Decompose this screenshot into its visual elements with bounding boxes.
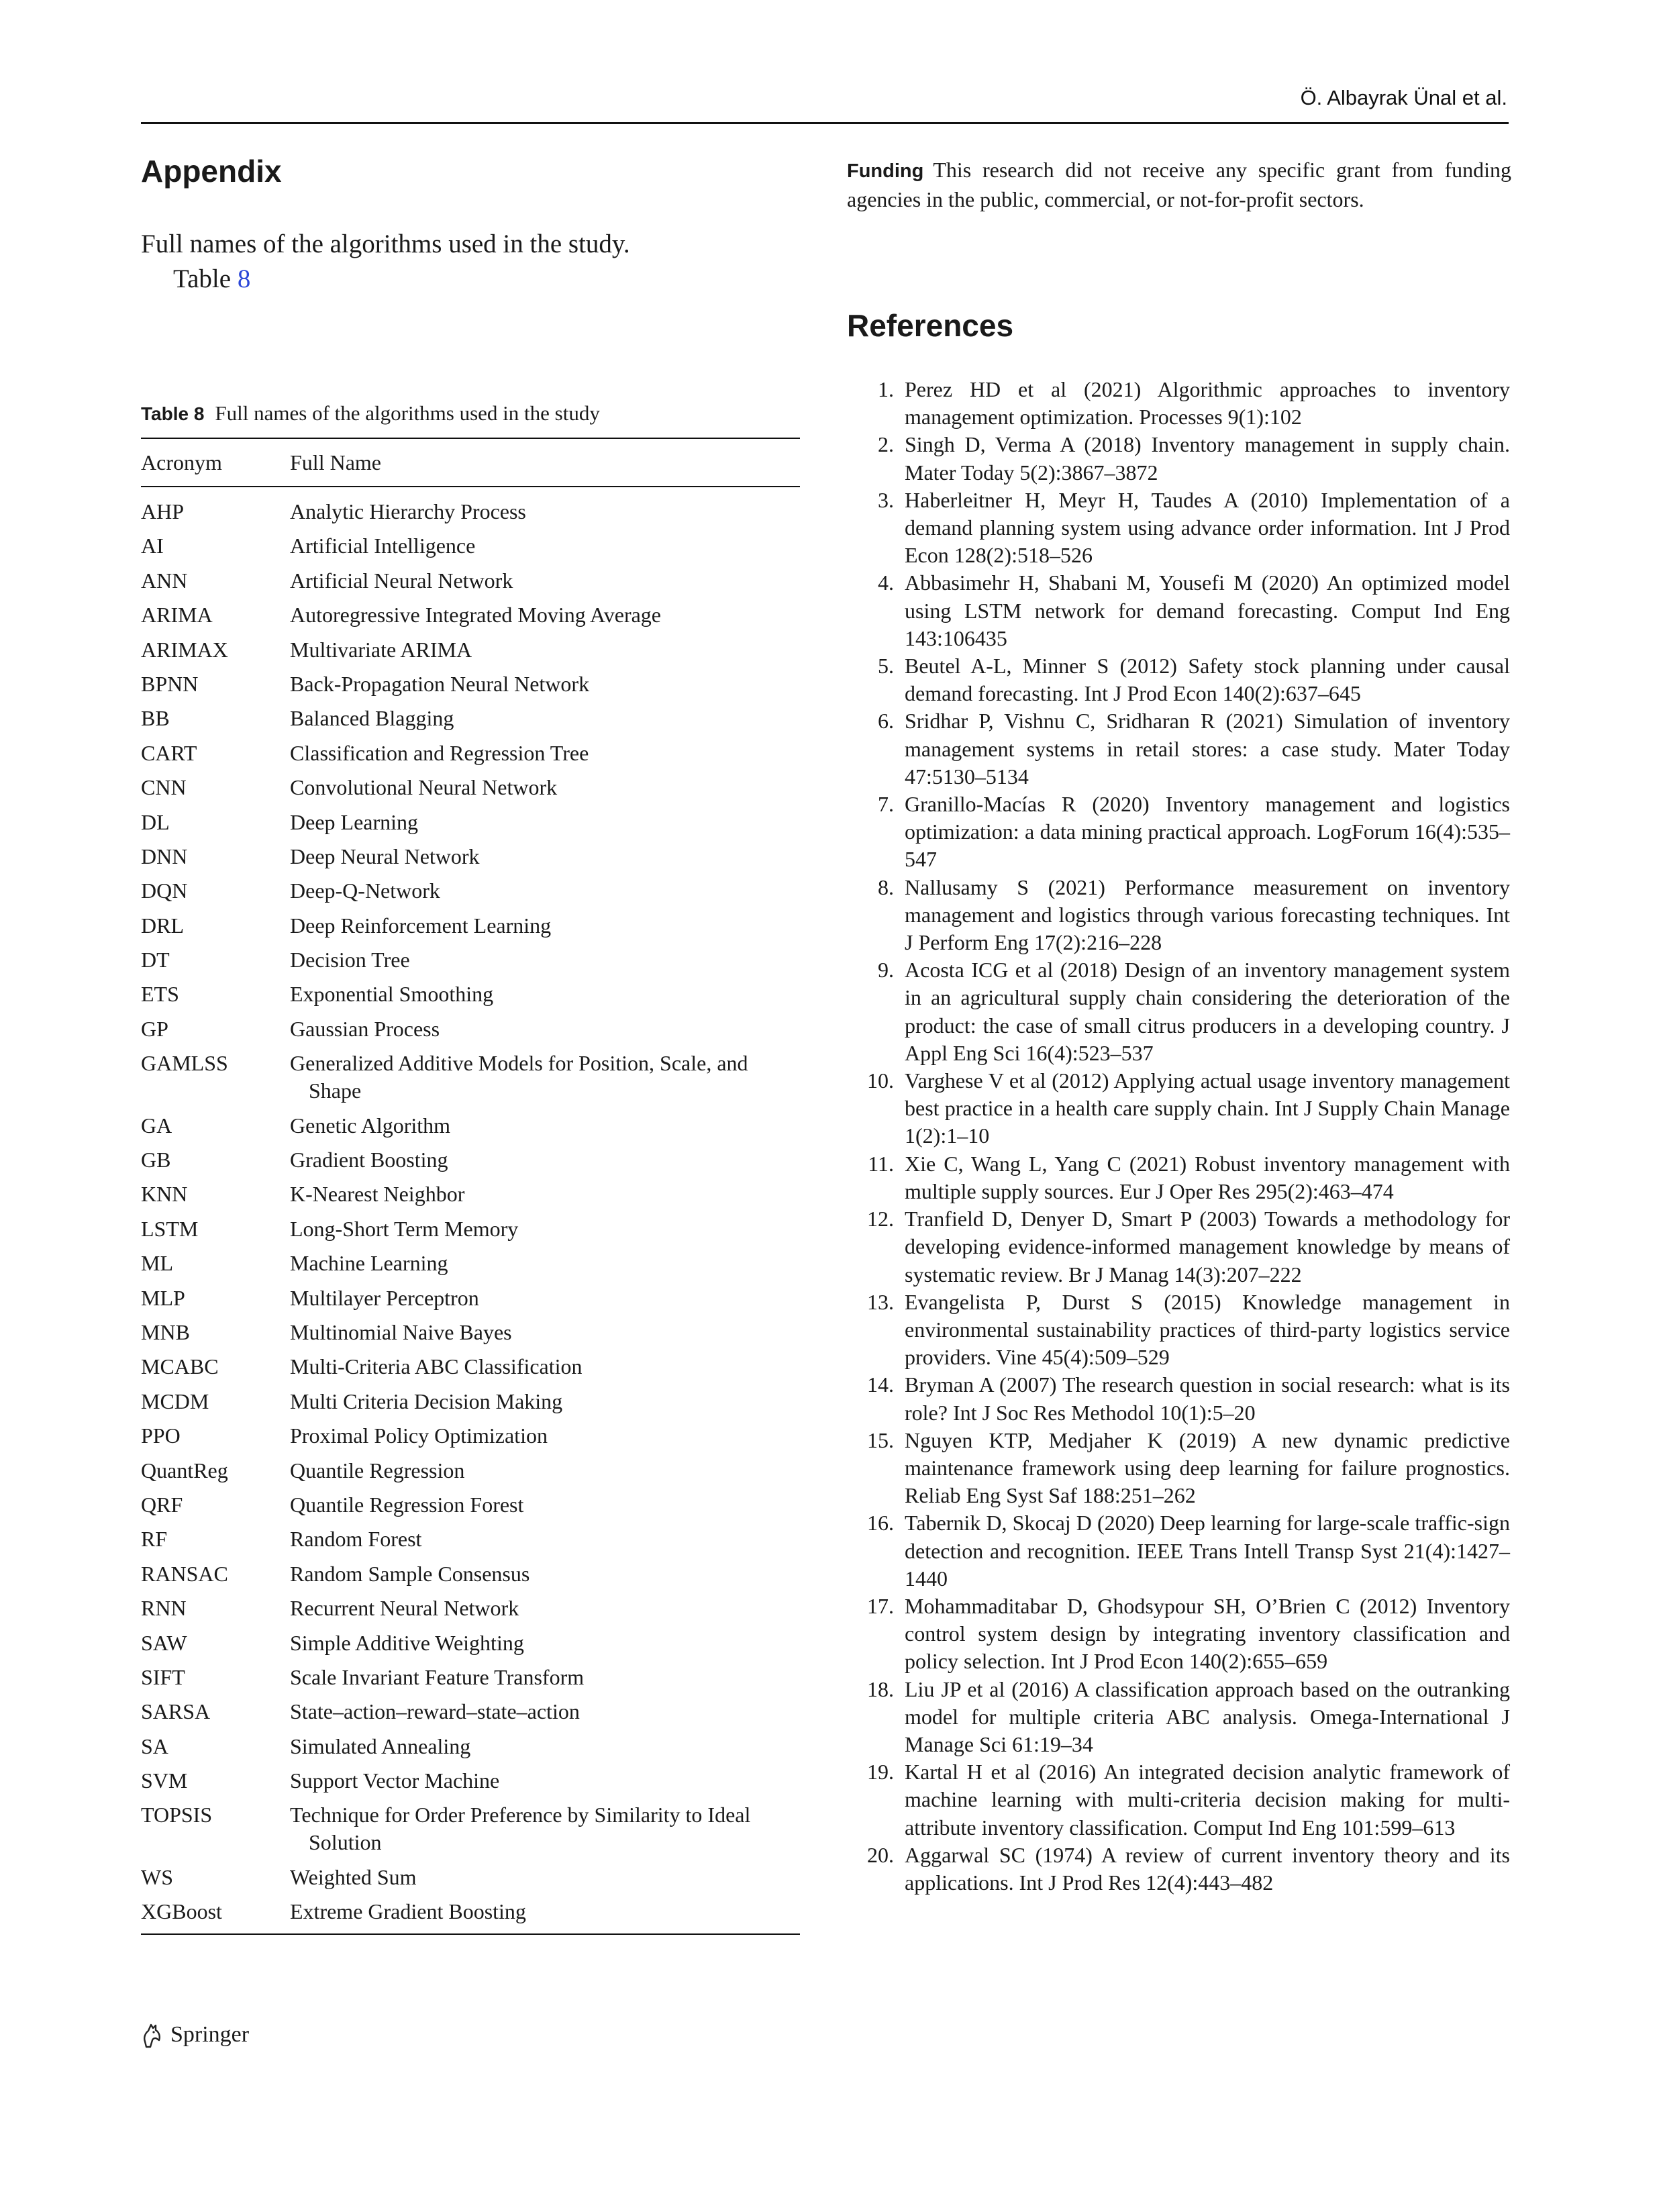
full-name-cell [290,1112,800,1146]
full-name-text: Proximal Policy Optimization [290,1423,548,1448]
publisher-footer [141,2021,249,2048]
table-row [141,1050,800,1111]
table-row [141,1250,800,1284]
table-row [141,1898,800,1934]
table-row [141,1864,800,1898]
reference-text: Sridhar P, Vishnu C, Sridharan R (2021) Simulation of inventory management systems in retail stores: a case study. Mater Today 47:5130–5134 [905,709,1510,789]
acronym-cell: SA [141,1733,168,1758]
table-row [141,774,800,808]
table-row [141,1801,800,1863]
reference-item [847,569,1510,652]
reference-item [847,956,1510,1067]
reference-number: 19. [867,1760,894,1784]
reference-number: 8. [878,874,894,899]
reference-number: 4. [878,570,894,595]
table-row [141,1319,800,1353]
full-name-cell [290,567,800,601]
acronym-cell: XGBoost [141,1898,290,1934]
acronym-cell: TOPSIS [141,1803,213,1827]
reference-number: 18. [867,1676,894,1701]
full-name-cell [290,487,800,532]
full-name-cell [290,670,800,705]
table-row [141,670,800,705]
funding-text: This research did not receive any specific grant from funding agencies in the public, commercial, or not-for-profit sectors. [847,158,1511,211]
full-name-text: Long-Short Term Memory [290,1216,519,1241]
reference-item [847,376,1510,431]
full-name-cell [290,1733,800,1767]
table-row [141,912,800,946]
full-name-cell [290,946,800,981]
full-name-text: Recurrent Neural Network [290,1596,519,1621]
acronym-cell: MCABC [141,1354,219,1379]
appendix-intro-text: Full names of the algorithms used in the study. [141,230,630,258]
full-name-text: Simple Additive Weighting [290,1630,524,1655]
acronym-cell: QuantReg [141,1458,228,1482]
table-row [141,1698,800,1732]
reference-number: 16. [867,1511,894,1536]
reference-item [847,1150,1510,1205]
full-name-text: Random Sample Consensus [290,1561,530,1586]
reference-text: Aggarwal SC (1974) A review of current inventory theory and its applications. Int J Prod Res 12(4):443–482 [905,1842,1510,1895]
full-name-cell [290,877,800,911]
reference-item [847,1067,1510,1150]
reference-item [847,874,1510,957]
table-row [141,1112,800,1146]
full-name-cell [290,1525,800,1560]
full-name-text: Extreme Gradient Boosting [290,1899,526,1924]
full-name-text: Deep Reinforcement Learning [290,913,552,938]
full-name-text: State–action–reward–state–action [290,1699,580,1724]
acronym-cell: ANN [141,568,188,593]
reference-text: Tranfield D, Denyer D, Smart P (2003) Towards a methodology for developing evidence-informed management knowledge by means of systematic review. Br J Manag 14(3):207–222 [905,1207,1510,1287]
column-header-full-name: Full Name [290,438,800,487]
reference-item [847,1289,1510,1372]
table-row [141,1388,800,1422]
full-name-cell [290,774,800,808]
full-name-text: Artificial Intelligence [290,534,476,558]
funding-statement [847,156,1511,213]
reference-item [847,1371,1510,1426]
table-row [141,981,800,1015]
full-name-cell [290,1767,800,1801]
funding-label: Funding [847,160,924,182]
reference-number: 10. [867,1068,894,1093]
column-header-acronym: Acronym [141,438,290,487]
acronym-cell: ML [141,1251,173,1276]
full-name-text: Exponential Smoothing [290,982,494,1007]
reference-item [847,487,1510,570]
full-name-text: Gradient Boosting [290,1148,448,1172]
table-row [141,532,800,566]
reference-number: 3. [878,487,894,512]
acronym-cell: AI [141,534,164,558]
reference-number: 6. [878,709,894,734]
full-name-cell [290,1698,800,1732]
full-name-text: Quantile Regression [290,1458,465,1482]
full-name-text: Autoregressive Integrated Moving Average [290,603,661,627]
table-row [141,877,800,911]
reference-number: 9. [878,958,894,983]
table-row [141,1664,800,1698]
acronym-cell: GP [141,1016,168,1041]
table-row [141,1180,800,1215]
acronym-cell: PPO [141,1423,181,1448]
reference-item [847,1758,1510,1842]
acronym-cell: ARIMAX [141,637,228,662]
full-name-cell [290,912,800,946]
acronym-cell: BB [141,706,170,731]
table-row [141,705,800,739]
reference-text: Xie C, Wang L, Yang C (2021) Robust inventory management with multiple supply sources. Eur J Oper Res 295(2):463–474 [905,1151,1510,1203]
full-name-cell [290,809,800,843]
full-name-text: Deep-Q-Network [290,878,440,903]
reference-number: 17. [867,1593,894,1618]
full-name-text: Support Vector Machine [290,1768,500,1793]
acronym-cell: SIFT [141,1664,185,1689]
table-row [141,1215,800,1250]
reference-item [847,1427,1510,1510]
reference-item [847,431,1510,486]
reference-number: 12. [867,1207,894,1231]
reference-text: Perez HD et al (2021) Algorithmic approaches to inventory management optimization. Processes 9(1):102 [905,377,1510,430]
full-name-cell [290,1015,800,1050]
table-row [141,1733,800,1767]
table-body [141,487,800,1934]
acronym-cell: DRL [141,913,184,938]
full-name-text: Gaussian Process [290,1016,440,1041]
table-row [141,740,800,774]
acronym-cell: MCDM [141,1389,209,1413]
full-name-cell [290,636,800,670]
reference-text: Mohammaditabar D, Ghodsypour SH, O’Brien C (2012) Inventory control system design by integrating inventory classification and policy selection. Int J Prod Econ 140(2):655–659 [905,1593,1510,1674]
header-rule [141,122,1509,124]
table-row [141,843,800,877]
reference-item [847,791,1510,874]
table-row [141,1457,800,1491]
acronym-cell: GB [141,1148,171,1172]
table-caption-label: Table 8 [141,403,205,424]
full-name-text: Artificial Neural Network [290,568,513,593]
appendix-table-reference [141,262,799,297]
table-row [141,1146,800,1180]
full-name-text: Multivariate ARIMA [290,637,472,662]
table-row [141,946,800,981]
full-name-text: K-Nearest Neighbor [290,1182,465,1207]
full-name-text: Simulated Annealing [290,1733,471,1758]
reference-list [847,376,1510,1897]
table-row [141,487,800,532]
full-name-cell [290,1146,800,1180]
table-row [141,636,800,670]
acronym-cell: ETS [141,982,179,1007]
acronym-cell: WS [141,1864,173,1889]
reference-text: Acosta ICG et al (2018) Design of an inventory management system in an agricultural supply chain considering the deterioration of the product: the case of small citrus producers in a developing country. J Appl Eng Sci 16(4):523–537 [905,958,1510,1065]
reference-text: Tabernik D, Skocaj D (2020) Deep learning for large-scale traffic-sign detection and recognition. IEEE Trans Intell Transp Syst 21(4):1427–1440 [905,1511,1510,1591]
acronym-cell: DQN [141,878,188,903]
table-row [141,1525,800,1560]
acronym-cell: BPNN [141,671,199,696]
reference-text: Granillo-Macías R (2020) Inventory management and logistics optimization: a data mining practical approach. LogForum 16(4):535–547 [905,792,1510,872]
appendix-heading: Appendix [141,154,282,189]
full-name-cell [290,1180,800,1215]
table-row [141,1560,800,1595]
acronym-cell: DL [141,809,170,834]
acronym-cell: RANSAC [141,1561,228,1586]
full-name-cell [290,1422,800,1456]
reference-text: Varghese V et al (2012) Applying actual usage inventory management best practice in a health care supply chain. Int J Supply Chain Manage 1(2):1–10 [905,1068,1510,1148]
appendix-intro [141,227,799,297]
table-header-row [141,438,800,487]
full-name-cell [290,1491,800,1525]
acronym-cell: CART [141,740,197,765]
table-row [141,1629,800,1664]
full-name-text: Convolutional Neural Network [290,775,558,800]
table-8-link[interactable]: 8 [237,264,251,293]
full-name-text: Technique for Order Preference by Similarity to Ideal Solution [290,1803,751,1855]
reference-text: Abbasimehr H, Shabani M, Yousefi M (2020) An optimized model using LSTM network for demand forecasting. Comput Ind Eng 143:106435 [905,570,1510,650]
full-name-text: Deep Neural Network [290,844,480,868]
reference-item [847,1842,1510,1897]
acronym-cell: QRF [141,1492,183,1517]
full-name-text: Random Forest [290,1527,422,1552]
full-name-cell [290,1457,800,1491]
acronym-cell: DNN [141,844,188,868]
full-name-text: Weighted Sum [290,1864,417,1889]
acronym-cell: LSTM [141,1216,199,1241]
reference-text: Kartal H et al (2016) An integrated decision analytic framework of machine learning with multi-criteria decision making for multi-attribute inventory classification. Comput Ind Eng 101:599–613 [905,1760,1510,1840]
reference-text: Singh D, Verma A (2018) Inventory management in supply chain. Mater Today 5(2):3867–3872 [905,432,1510,485]
reference-text: Haberleitner H, Meyr H, Taudes A (2010) Implementation of a demand planning system using advance order information. Int J Prod Econ 128(2):518–526 [905,487,1510,568]
full-name-text: Multi-Criteria ABC Classification [290,1354,583,1379]
reference-number: 2. [878,432,894,457]
full-name-cell [290,1595,800,1629]
full-name-cell [290,1250,800,1284]
reference-text: Evangelista P, Durst S (2015) Knowledge management in environmental sustainability practices of third-party logistics service providers. Vine 45(4):509–529 [905,1289,1510,1370]
acronym-cell: KNN [141,1182,188,1207]
running-head: Ö. Albayrak Ünal et al. [1300,86,1507,109]
acronym-cell: CNN [141,775,187,800]
table-caption [141,401,600,425]
table-row [141,601,800,636]
full-name-text: Deep Learning [290,809,419,834]
full-name-cell [290,601,800,636]
full-name-cell [290,1319,800,1353]
full-name-cell [290,1864,800,1898]
reference-item [847,652,1510,707]
full-name-cell [290,1898,800,1934]
acronym-cell: MNB [141,1319,190,1344]
reference-item [847,1205,1510,1289]
full-name-cell [290,1664,800,1698]
reference-number: 14. [867,1372,894,1397]
reference-text: Bryman A (2007) The research question in social research: what is its role? Int J Soc Res Methodol 10(1):5–20 [905,1372,1510,1425]
reference-number: 11. [868,1151,894,1176]
full-name-text: Classification and Regression Tree [290,740,589,765]
full-name-text: Genetic Algorithm [290,1113,451,1138]
table-row [141,1422,800,1456]
reference-number: 7. [878,792,894,817]
table-row [141,1015,800,1050]
reference-number: 1. [878,377,894,401]
reference-number: 15. [867,1427,894,1452]
acronym-cell: RF [141,1527,168,1552]
full-name-cell [290,1215,800,1250]
algorithms-table [141,438,800,1935]
table-caption-text: Full names of the algorithms used in the study [215,401,600,425]
table-word: Table [173,264,238,293]
full-name-cell [290,1801,800,1863]
full-name-cell [290,1388,800,1422]
full-name-cell [290,740,800,774]
acronym-cell: SARSA [141,1699,211,1724]
springer-horse-icon [141,2021,164,2048]
acronym-cell: RNN [141,1596,187,1621]
acronym-cell: AHP [141,499,185,523]
full-name-cell [290,843,800,877]
table-row [141,1285,800,1319]
full-name-text: Generalized Additive Models for Position, Scale, and Shape [290,1051,748,1103]
reference-text: Nallusamy S (2021) Performance measurement on inventory management and logistics through various forecasting techniques. Int J Perform Eng 17(2):216–228 [905,874,1510,955]
reference-text: Nguyen KTP, Medjaher K (2019) A new dynamic predictive maintenance framework using deep learning for failure prognostics. Reliab Eng Syst Saf 188:251–262 [905,1427,1510,1508]
acronym-cell: GAMLSS [141,1051,228,1076]
full-name-cell [290,1629,800,1664]
table-row [141,567,800,601]
full-name-text: Decision Tree [290,948,410,972]
full-name-text: Scale Invariant Feature Transform [290,1664,585,1689]
acronym-cell: SVM [141,1768,188,1793]
acronym-cell: SAW [141,1630,187,1655]
reference-text: Liu JP et al (2016) A classification approach based on the outranking model for multiple criteria ABC analysis. Omega-International J Manage Sci 61:19–34 [905,1676,1510,1756]
publisher-name: Springer [170,2022,250,2047]
acronym-cell: DT [141,948,170,972]
full-name-text: Multi Criteria Decision Making [290,1389,563,1413]
reference-number: 13. [867,1289,894,1314]
full-name-cell [290,1050,800,1111]
table-row [141,1353,800,1387]
table-row [141,1491,800,1525]
full-name-cell [290,532,800,566]
full-name-cell [290,1285,800,1319]
full-name-text: Multinomial Naive Bayes [290,1319,512,1344]
references-heading: References [847,308,1014,343]
reference-item [847,707,1510,791]
acronym-cell: GA [141,1113,172,1138]
full-name-text: Back-Propagation Neural Network [290,671,590,696]
full-name-cell [290,981,800,1015]
full-name-text: Balanced Blagging [290,706,454,731]
full-name-text: Machine Learning [290,1251,448,1276]
full-name-text: Quantile Regression Forest [290,1492,524,1517]
reference-item [847,1676,1510,1759]
reference-item [847,1593,1510,1676]
full-name-text: Multilayer Perceptron [290,1285,479,1310]
table-row [141,1595,800,1629]
full-name-cell [290,705,800,739]
full-name-text: Analytic Hierarchy Process [290,499,526,523]
reference-number: 20. [867,1842,894,1867]
full-name-cell [290,1560,800,1595]
reference-text: Beutel A-L, Minner S (2012) Safety stock planning under causal demand forecasting. Int J Prod Econ 140(2):637–645 [905,654,1510,706]
table-row [141,1767,800,1801]
full-name-cell [290,1353,800,1387]
reference-number: 5. [878,654,894,678]
reference-item [847,1509,1510,1593]
acronym-cell: ARIMA [141,603,213,627]
table-row [141,809,800,843]
acronym-cell: MLP [141,1285,185,1310]
